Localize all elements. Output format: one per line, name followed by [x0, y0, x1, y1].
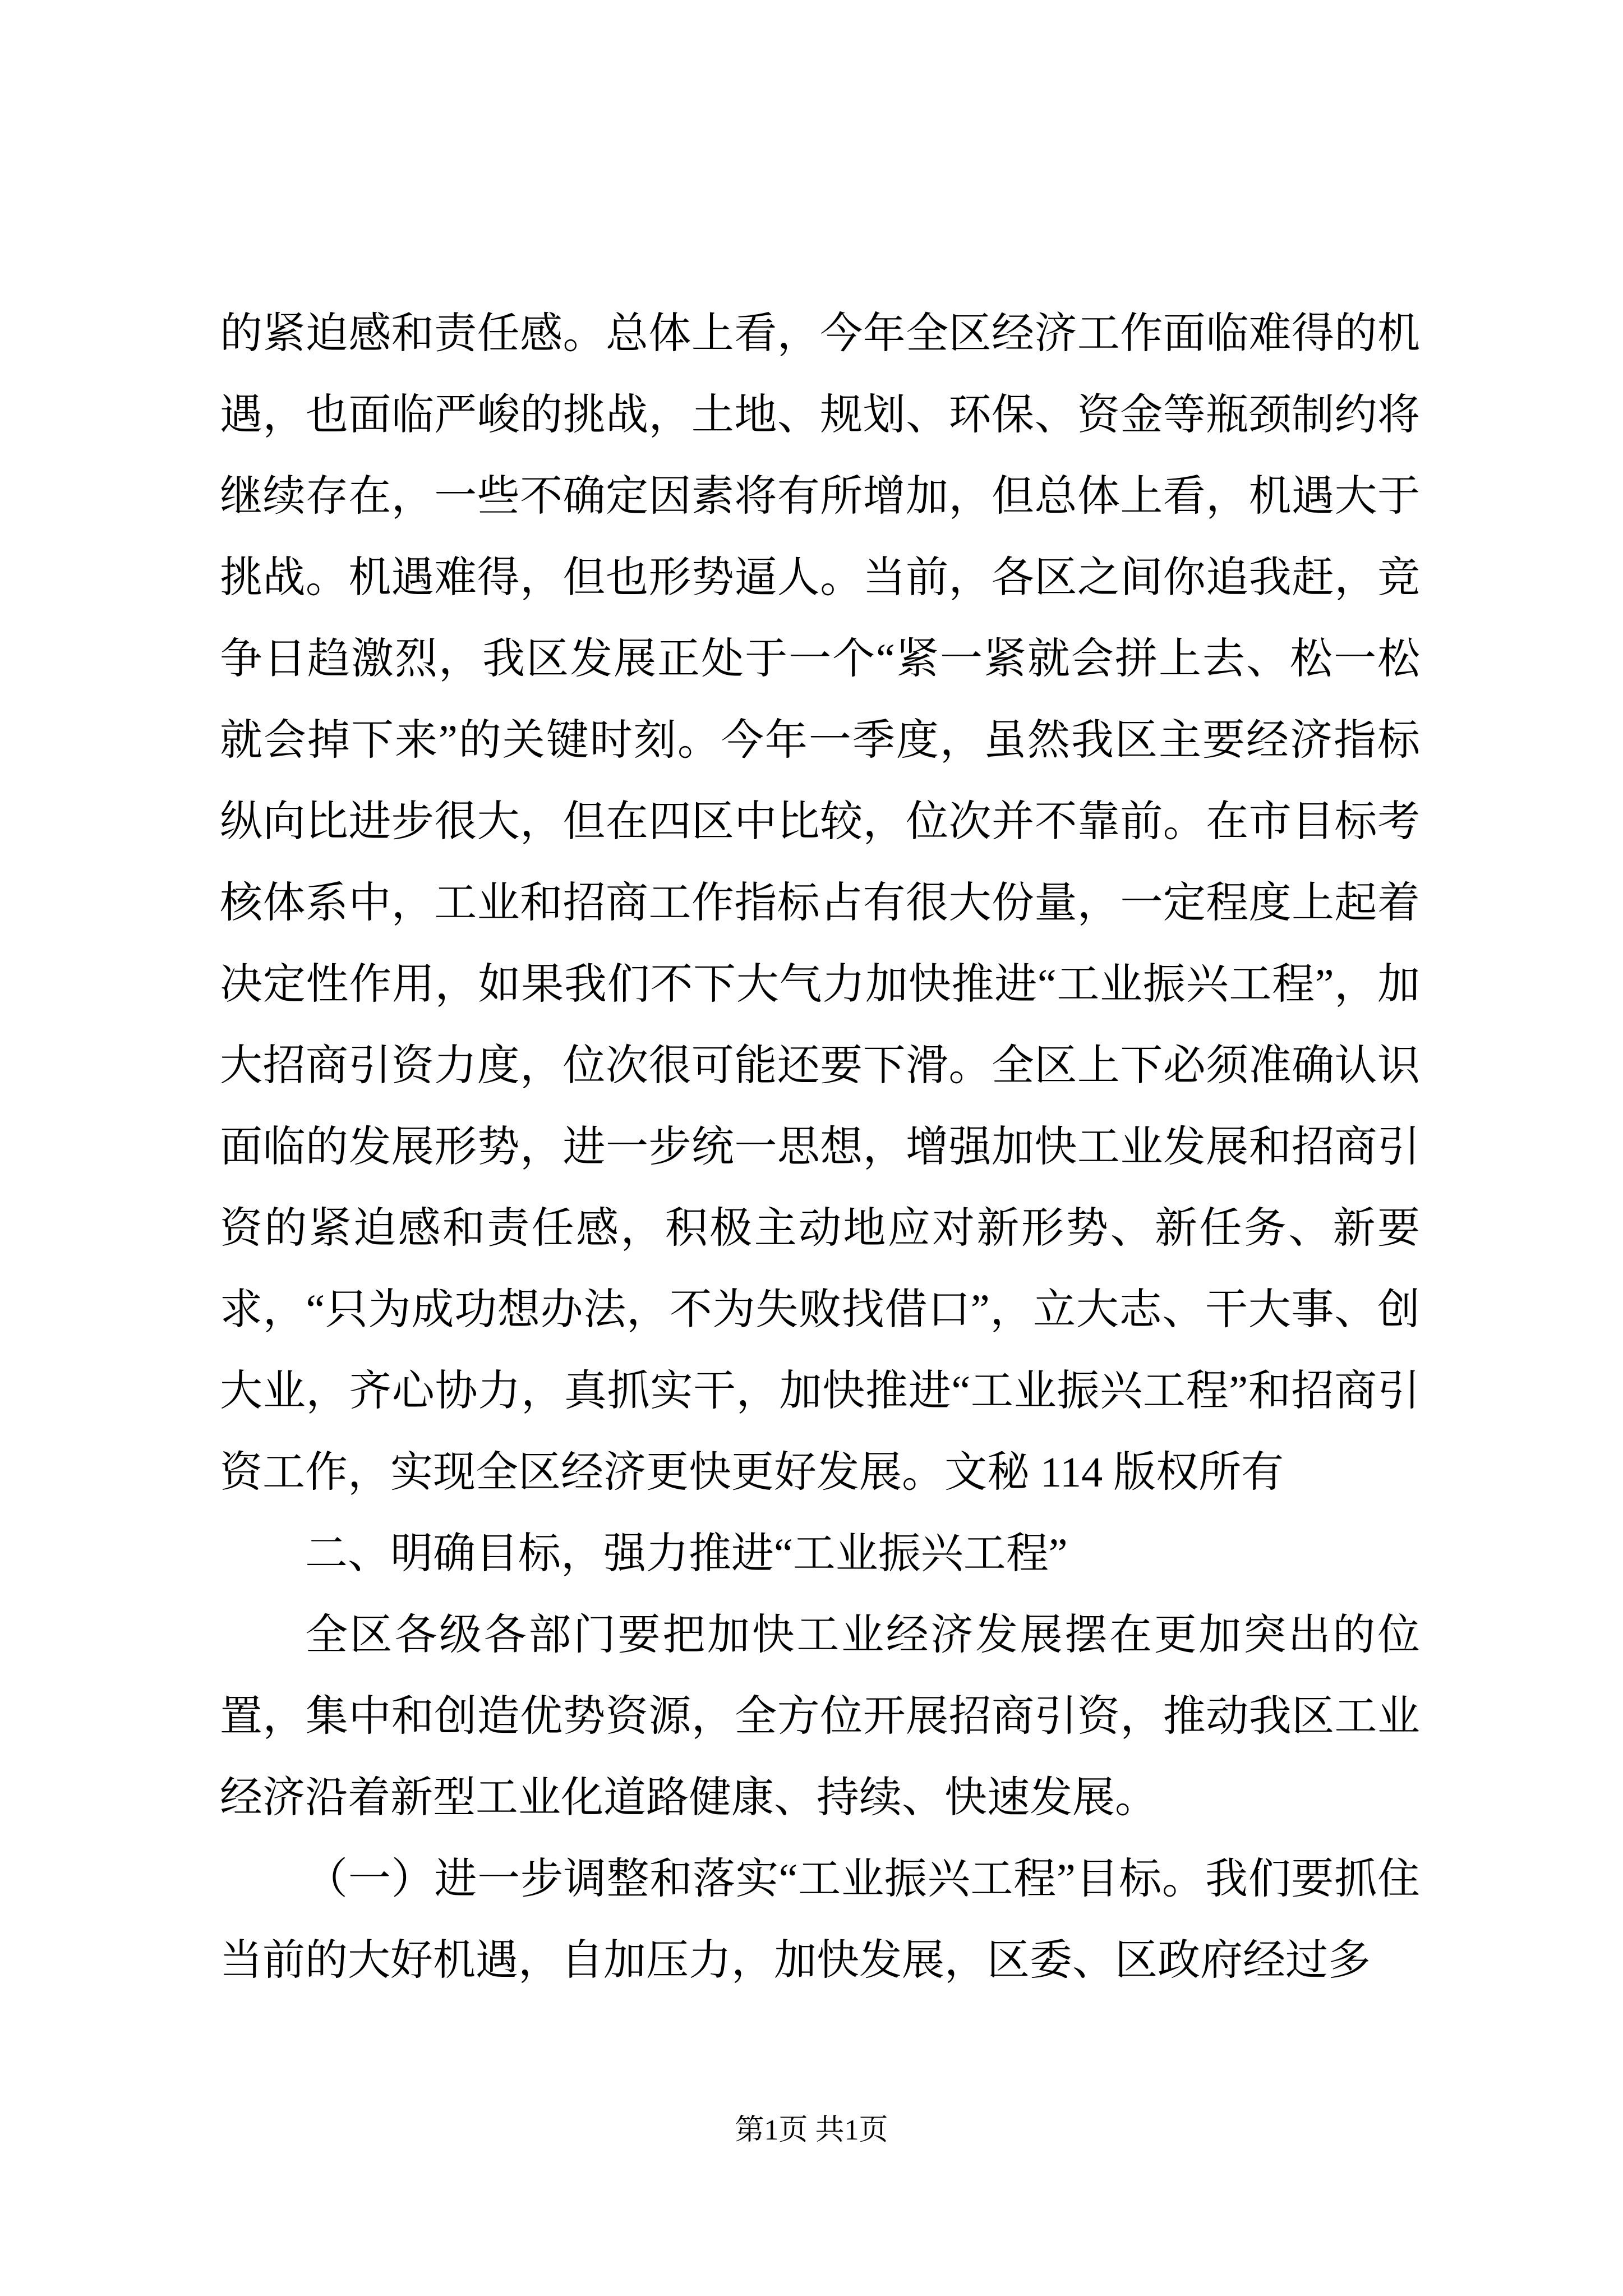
page-footer: 第1页 共1页 — [735, 2114, 888, 2146]
document-body — [220, 293, 1420, 2001]
paragraph: 的紧迫感和责任感。总体上看，今年全区经济工作面临难得的机遇，也面临严峻的挑战，土地、规划、环保、资金等瓶颈制约将继续存在，一些不确定因素将有所增加，但总体上看，机遇大于挑战。机遇难得，但也形势逼人。当前，各区之间你追我赶，竞争日趋激烈，我区发展正处于一个“紧一紧就会拼上去、松一松就会掉下来”的关键时刻。今年一季度，虽然我区主要经济指标纵向比进步很大，但在四区中比较，位次并不靠前。在市目标考核体系中，工业和招商工作指标占有很大份量，一定程度上起着决定性作用，如果我们不下大气力加快推进“工业振兴工程”，加大招商引资力度，位次很可能还要下滑。全区上下必须准确认识面临的发展形势，进一步统一思想，增强加快工业发展和招商引资的紧迫感和责任感，积极主动地应对新形势、新任务、新要求，“只为成功想办法，不为失败找借口”，立大志、干大事、创大业，齐心协力，真抓实干，加快推进“工业振兴工程”和招商引资工作，实现全区经济更快更好发展。文秘 114 版权所有 — [220, 310, 1420, 1496]
paragraph: （一）进一步调整和落实“工业振兴工程”目标。我们要抓住当前的大好机遇，自加压力，加快发展，区委、区政府经过多 — [220, 1856, 1420, 1984]
paragraph: 全区各级各部门要把加快工业经济发展摆在更加突出的位置，集中和创造优势资源，全方位开展招商引资，推动我区工业经济沿着新型工业化道路健康、持续、快速发展。 — [220, 1612, 1420, 1821]
paragraph: 二、明确目标，强力推进“工业振兴工程” — [305, 1530, 1068, 1577]
